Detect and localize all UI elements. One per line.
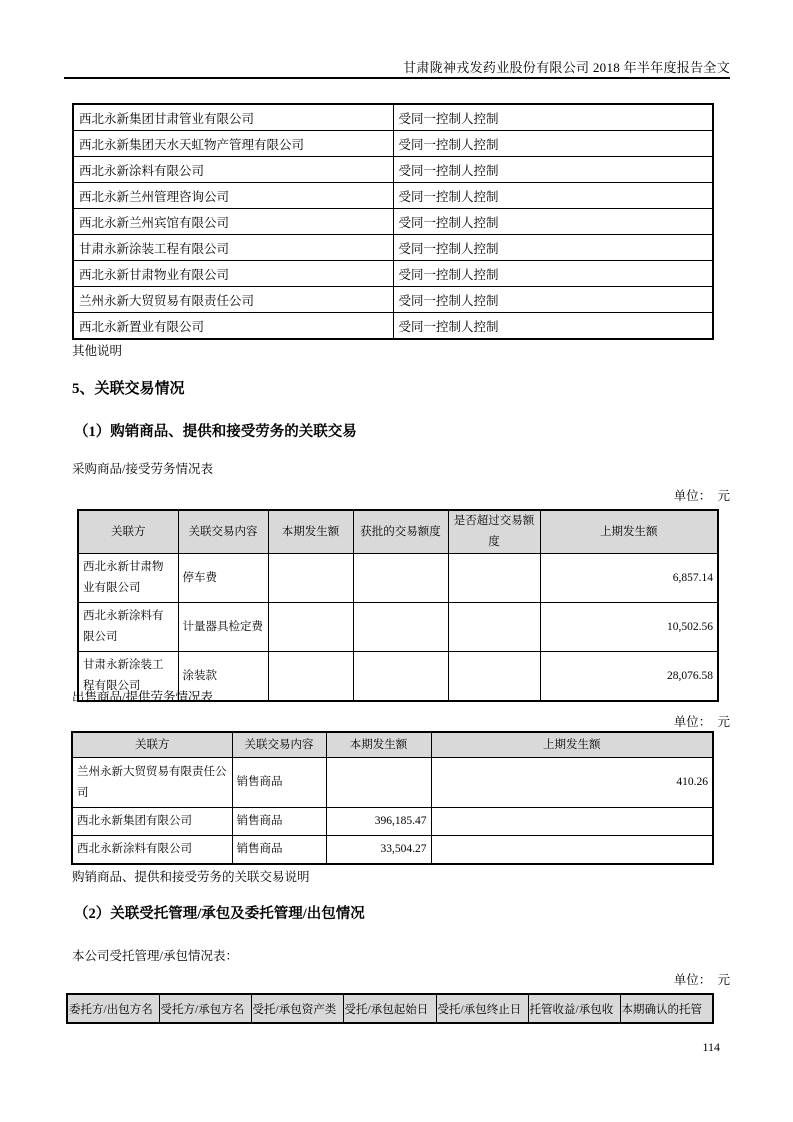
table-row xyxy=(73,209,713,235)
table-row xyxy=(73,157,713,183)
party-name-cell: 西北永新甘肃物业有限公司 xyxy=(78,554,178,603)
column-header: 关联交易内容 xyxy=(232,732,326,758)
exceed-cell xyxy=(448,603,540,652)
column-header: 委托方/出包方名 xyxy=(67,994,159,1023)
transaction-content-cell: 计量器具检定费 xyxy=(178,603,268,652)
column-header: 本期发生额 xyxy=(268,510,353,554)
column-header: 受托方/承包方名 xyxy=(159,994,251,1023)
table-header-row xyxy=(72,732,713,758)
party-name-cell: 西北永新集团甘肃管业有限公司 xyxy=(73,104,393,131)
control-relation-cell: 受同一控制人控制 xyxy=(393,104,713,131)
table-header-row xyxy=(67,994,713,1023)
control-relation-cell: 受同一控制人控制 xyxy=(393,313,713,340)
party-name-cell: 西北永新涂料有限公司 xyxy=(73,157,393,183)
party-name-cell: 兰州永新大贸贸易有限责任公司 xyxy=(72,758,232,808)
party-name-cell: 西北永新兰州管理咨询公司 xyxy=(73,183,393,209)
sales-table-caption: 出售商品/提供劳务情况表 xyxy=(72,690,213,704)
table-row xyxy=(73,183,713,209)
control-relation-cell: 受同一控制人控制 xyxy=(393,209,713,235)
prior-amount-cell: 6,857.14 xyxy=(540,554,718,603)
control-relation-cell: 受同一控制人控制 xyxy=(393,261,713,287)
approved-amount-cell xyxy=(353,554,448,603)
related-parties-table xyxy=(72,103,714,340)
transaction-content-cell: 销售商品 xyxy=(232,758,326,808)
table-row xyxy=(78,554,718,603)
column-header: 关联交易内容 xyxy=(178,510,268,554)
column-header: 获批的交易额度 xyxy=(353,510,448,554)
party-name-cell: 西北永新兰州宾馆有限公司 xyxy=(73,209,393,235)
current-amount-cell: 396,185.47 xyxy=(326,808,431,836)
transaction-content-cell: 销售商品 xyxy=(232,836,326,865)
table-row xyxy=(72,758,713,808)
purchase-table-caption: 采购商品/接受劳务情况表 xyxy=(72,462,213,476)
table-header-row xyxy=(78,510,718,554)
prior-amount-cell: 10,502.56 xyxy=(540,603,718,652)
other-note: 其他说明 xyxy=(72,344,123,358)
purchase-table xyxy=(77,509,719,702)
entrust-table xyxy=(66,993,714,1024)
party-name-cell: 西北永新集团天水天虹物产管理有限公司 xyxy=(73,131,393,157)
unit-label: 单位： 元 xyxy=(673,715,730,729)
unit-label: 单位： 元 xyxy=(673,973,730,987)
approved-amount-cell xyxy=(353,603,448,652)
current-amount-cell: 33,504.27 xyxy=(326,836,431,865)
report-header-title: 甘肃陇神戎发药业股份有限公司 2018 年半年度报告全文 xyxy=(403,60,730,75)
transaction-content-cell: 涂装款 xyxy=(178,652,268,702)
purchase-sales-note: 购销商品、提供和接受劳务的关联交易说明 xyxy=(72,870,310,884)
table-row xyxy=(72,836,713,865)
table-row xyxy=(72,808,713,836)
subsection-1-heading: （1）购销商品、提供和接受劳务的关联交易 xyxy=(74,424,357,440)
transaction-content-cell: 销售商品 xyxy=(232,808,326,836)
column-header: 上期发生额 xyxy=(540,510,718,554)
control-relation-cell: 受同一控制人控制 xyxy=(393,287,713,313)
column-header: 本期发生额 xyxy=(326,732,431,758)
transaction-content-cell: 停车费 xyxy=(178,554,268,603)
control-relation-cell: 受同一控制人控制 xyxy=(393,235,713,261)
table-row xyxy=(73,287,713,313)
party-name-cell: 西北永新甘肃物业有限公司 xyxy=(73,261,393,287)
party-name-cell: 甘肃永新涂装工程有限公司 xyxy=(78,652,178,702)
table-row xyxy=(73,313,713,340)
party-name-cell: 西北永新涂料有限公司 xyxy=(72,836,232,865)
column-header: 是否超过交易额度 xyxy=(448,510,540,554)
current-amount-cell xyxy=(326,758,431,808)
column-header: 关联方 xyxy=(78,510,178,554)
column-header: 关联方 xyxy=(72,732,232,758)
entrust-table-caption: 本公司受托管理/承包情况表： xyxy=(72,949,238,963)
party-name-cell: 甘肃永新涂装工程有限公司 xyxy=(73,235,393,261)
table-row xyxy=(73,131,713,157)
column-header: 上期发生额 xyxy=(431,732,713,758)
column-header: 受托/承包终止日 xyxy=(436,994,528,1023)
prior-amount-cell xyxy=(431,836,713,865)
party-name-cell: 西北永新涂料有限公司 xyxy=(78,603,178,652)
column-header: 托管收益/承包收 xyxy=(528,994,620,1023)
section-5-heading: 5、关联交易情况 xyxy=(72,381,185,397)
table-row xyxy=(78,603,718,652)
prior-amount-cell: 410.26 xyxy=(431,758,713,808)
control-relation-cell: 受同一控制人控制 xyxy=(393,157,713,183)
control-relation-cell: 受同一控制人控制 xyxy=(393,183,713,209)
table-row xyxy=(73,235,713,261)
approved-amount-cell xyxy=(353,652,448,702)
party-name-cell: 西北永新集团有限公司 xyxy=(72,808,232,836)
current-amount-cell xyxy=(268,554,353,603)
table-row xyxy=(73,104,713,131)
subsection-2-heading: （2）关联受托管理/承包及委托管理/出包情况 xyxy=(74,906,365,922)
party-name-cell: 西北永新置业有限公司 xyxy=(73,313,393,340)
exceed-cell xyxy=(448,652,540,702)
current-amount-cell xyxy=(268,603,353,652)
unit-label: 单位： 元 xyxy=(673,489,730,503)
sales-table xyxy=(71,731,714,865)
table-row xyxy=(73,261,713,287)
column-header: 受托/承包资产类 xyxy=(251,994,343,1023)
exceed-cell xyxy=(448,554,540,603)
prior-amount-cell xyxy=(431,808,713,836)
header-divider xyxy=(64,77,730,79)
party-name-cell: 兰州永新大贸贸易有限责任公司 xyxy=(73,287,393,313)
column-header: 本期确认的托管 xyxy=(620,994,713,1023)
control-relation-cell: 受同一控制人控制 xyxy=(393,131,713,157)
prior-amount-cell: 28,076.58 xyxy=(540,652,718,702)
page-number: 114 xyxy=(702,1040,720,1054)
current-amount-cell xyxy=(268,652,353,702)
column-header: 受托/承包起始日 xyxy=(343,994,436,1023)
